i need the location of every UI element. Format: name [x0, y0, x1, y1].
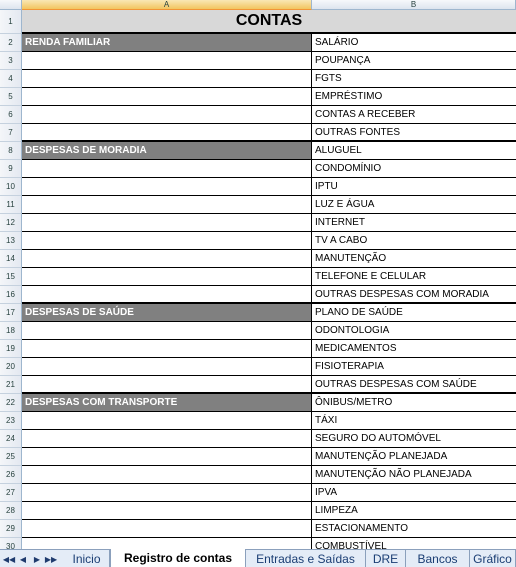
table-row: [0, 106, 516, 124]
table-row: [0, 142, 516, 160]
table-row: [0, 34, 516, 52]
account-cell[interactable]: MEDICAMENTOS: [312, 340, 516, 358]
sheet-tab-bar: [0, 549, 516, 567]
cell-a[interactable]: [22, 52, 312, 70]
sheet-tab[interactable]: Gráfico: [470, 550, 516, 567]
table-row: [0, 214, 516, 232]
row-header[interactable]: 7: [0, 124, 22, 142]
row-header[interactable]: 23: [0, 412, 22, 430]
table-row: [0, 10, 516, 34]
row-header[interactable]: 16: [0, 286, 22, 304]
table-row: [0, 412, 516, 430]
cell-a[interactable]: [22, 70, 312, 88]
row-header[interactable]: 9: [0, 160, 22, 178]
cell-a[interactable]: [22, 214, 312, 232]
row-header[interactable]: 19: [0, 340, 22, 358]
category-cell[interactable]: RENDA FAMILIAR: [22, 34, 312, 52]
account-cell[interactable]: EMPRÉSTIMO: [312, 88, 516, 106]
account-cell[interactable]: SEGURO DO AUTOMÓVEL: [312, 430, 516, 448]
cell-a[interactable]: [22, 448, 312, 466]
account-cell[interactable]: LIMPEZA: [312, 502, 516, 520]
cell-a[interactable]: [22, 466, 312, 484]
account-cell[interactable]: IPVA: [312, 484, 516, 502]
row-header[interactable]: 12: [0, 214, 22, 232]
account-cell[interactable]: MANUTENÇÃO NÃO PLANEJADA: [312, 466, 516, 484]
sheet-tab[interactable]: Inicio: [64, 550, 110, 567]
sheet-tab[interactable]: Bancos: [406, 550, 470, 567]
account-cell[interactable]: OUTRAS DESPESAS COM SAÚDE: [312, 376, 516, 394]
cell-a[interactable]: [22, 520, 312, 538]
row-header[interactable]: 17: [0, 304, 22, 322]
account-cell[interactable]: OUTRAS FONTES: [312, 124, 516, 142]
row-header[interactable]: 30: [0, 538, 22, 549]
row-header[interactable]: 27: [0, 484, 22, 502]
row-header[interactable]: 4: [0, 70, 22, 88]
account-cell[interactable]: TELEFONE E CELULAR: [312, 268, 516, 286]
next-sheet-nav-icon[interactable]: ▶: [33, 554, 41, 564]
account-cell[interactable]: ALUGUEL: [312, 142, 516, 160]
first-sheet-nav-icon[interactable]: ◀◀: [2, 554, 16, 564]
table-row: [0, 124, 516, 142]
table-row: [0, 394, 516, 412]
cell-a[interactable]: [22, 358, 312, 376]
row-header[interactable]: 8: [0, 142, 22, 160]
row-header[interactable]: 22: [0, 394, 22, 412]
account-cell[interactable]: TÁXI: [312, 412, 516, 430]
cell-a[interactable]: [22, 412, 312, 430]
sheet-tab[interactable]: Entradas e Saídas: [246, 550, 366, 567]
table-row: [0, 160, 516, 178]
cell-a[interactable]: [22, 250, 312, 268]
table-row: [0, 340, 516, 358]
cell-a[interactable]: [22, 178, 312, 196]
table-row: [0, 538, 516, 549]
account-cell[interactable]: IPTU: [312, 178, 516, 196]
row-header[interactable]: 20: [0, 358, 22, 376]
account-cell[interactable]: CONDOMÍNIO: [312, 160, 516, 178]
category-cell[interactable]: DESPESAS COM TRANSPORTE: [22, 394, 312, 412]
category-cell[interactable]: DESPESAS DE SAÚDE: [22, 304, 312, 322]
account-cell[interactable]: MANUTENÇÃO PLANEJADA: [312, 448, 516, 466]
row-header[interactable]: 24: [0, 430, 22, 448]
account-cell[interactable]: ESTACIONAMENTO: [312, 520, 516, 538]
cell-a[interactable]: [22, 340, 312, 358]
account-cell[interactable]: POUPANÇA: [312, 52, 516, 70]
cell-a[interactable]: [22, 196, 312, 214]
sheet-tab[interactable]: Registro de contas: [110, 549, 246, 567]
table-row: [0, 520, 516, 538]
account-cell[interactable]: PLANO DE SAÚDE: [312, 304, 516, 322]
table-row: [0, 448, 516, 466]
table-row: [0, 430, 516, 448]
table-row: [0, 250, 516, 268]
table-row: [0, 196, 516, 214]
cell-a[interactable]: [22, 160, 312, 178]
cell-a[interactable]: [22, 286, 312, 304]
row-header[interactable]: 29: [0, 520, 22, 538]
table-row: [0, 88, 516, 106]
table-row: [0, 502, 516, 520]
select-all-corner[interactable]: [0, 0, 22, 10]
row-header[interactable]: 1: [0, 10, 22, 34]
account-cell[interactable]: LUZ E ÁGUA: [312, 196, 516, 214]
table-row: [0, 466, 516, 484]
table-row: [0, 358, 516, 376]
row-header[interactable]: 21: [0, 376, 22, 394]
row-header[interactable]: 11: [0, 196, 22, 214]
cell-a[interactable]: [22, 430, 312, 448]
account-cell[interactable]: TV A CABO: [312, 232, 516, 250]
table-row: [0, 322, 516, 340]
account-cell[interactable]: FISIOTERAPIA: [312, 358, 516, 376]
table-row: [0, 304, 516, 322]
table-row: [0, 52, 516, 70]
account-cell[interactable]: COMBUSTÍVEL: [312, 538, 516, 549]
row-header[interactable]: 13: [0, 232, 22, 250]
account-cell[interactable]: OUTRAS DESPESAS COM MORADIA: [312, 286, 516, 304]
row-header[interactable]: 10: [0, 178, 22, 196]
account-cell[interactable]: SALÁRIO: [312, 34, 516, 52]
row-header[interactable]: 18: [0, 322, 22, 340]
row-header[interactable]: 14: [0, 250, 22, 268]
account-cell[interactable]: MANUTENÇÃO: [312, 250, 516, 268]
cell-a[interactable]: [22, 232, 312, 250]
row-header[interactable]: 3: [0, 52, 22, 70]
cell-a[interactable]: [22, 268, 312, 286]
table-row: [0, 70, 516, 88]
table-row: [0, 376, 516, 394]
table-row: [0, 484, 516, 502]
account-cell[interactable]: ÔNIBUS/METRO: [312, 394, 516, 412]
last-sheet-nav-icon[interactable]: ▶▶: [44, 554, 58, 564]
sheet-tab[interactable]: DRE: [366, 550, 406, 567]
row-header[interactable]: 26: [0, 466, 22, 484]
cell-a[interactable]: [22, 124, 312, 142]
account-cell[interactable]: FGTS: [312, 70, 516, 88]
column-header-b[interactable]: B: [312, 0, 516, 10]
category-cell[interactable]: DESPESAS DE MORADIA: [22, 142, 312, 160]
account-cell[interactable]: INTERNET: [312, 214, 516, 232]
sheet-title-cell[interactable]: CONTAS: [22, 10, 516, 34]
row-header[interactable]: 5: [0, 88, 22, 106]
row-header[interactable]: 6: [0, 106, 22, 124]
cell-a[interactable]: [22, 502, 312, 520]
row-header[interactable]: 2: [0, 34, 22, 52]
account-cell[interactable]: CONTAS A RECEBER: [312, 106, 516, 124]
table-row: [0, 286, 516, 304]
table-row: [0, 232, 516, 250]
account-cell[interactable]: ODONTOLOGIA: [312, 322, 516, 340]
cell-a[interactable]: [22, 376, 312, 394]
table-row: [0, 268, 516, 286]
cell-a[interactable]: [22, 484, 312, 502]
row-header[interactable]: 25: [0, 448, 22, 466]
cell-a[interactable]: [22, 322, 312, 340]
cell-a[interactable]: [22, 106, 312, 124]
cell-a[interactable]: [22, 88, 312, 106]
cell-a[interactable]: [22, 538, 312, 549]
row-header[interactable]: 15: [0, 268, 22, 286]
prev-sheet-nav-icon[interactable]: ◀: [19, 554, 27, 564]
table-row: [0, 178, 516, 196]
row-header[interactable]: 28: [0, 502, 22, 520]
column-header-a[interactable]: A: [22, 0, 312, 10]
